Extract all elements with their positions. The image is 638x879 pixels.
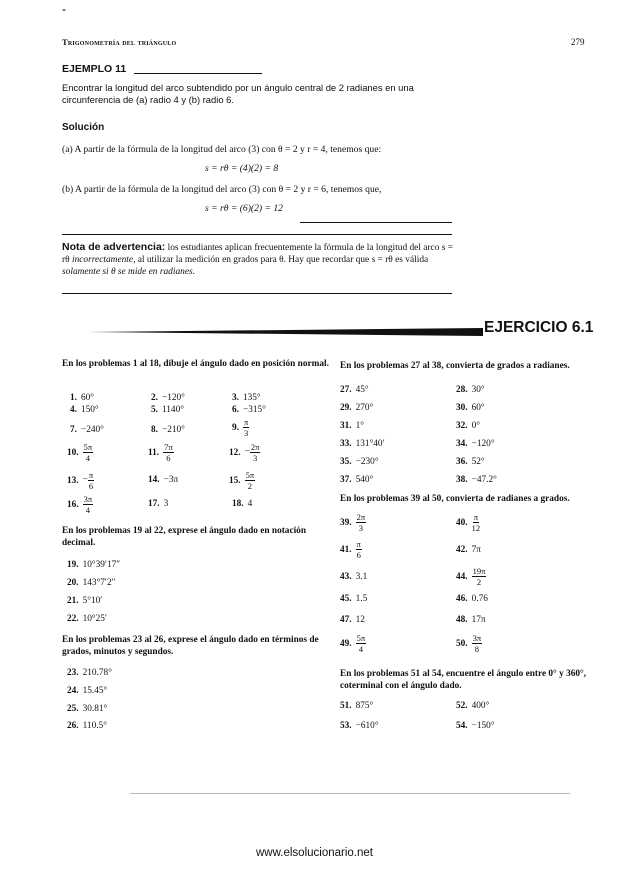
example-end-rule [300, 222, 452, 223]
page-number: 279 [571, 37, 585, 47]
problem-31: 31. 1° [340, 421, 364, 431]
problem-19: 19. 10°39′17″ [67, 560, 121, 570]
problem-13: 13. − $\frac{\pi}{6}$ [67, 470, 94, 491]
part-a-text: (a) A partir de la fórmula de la longitud del arco (3) con θ = 2 y r = 4, tenemos que: [62, 144, 382, 155]
note-text-1-italic: incorrectamente [71, 255, 134, 265]
problem-46: 46. 0.76 [456, 594, 488, 604]
note-text-2: , al utilizar la medición en grados para θ. Hay que recordar que s = rθ es válida [133, 255, 429, 265]
problem-7: 7. −240° [70, 425, 104, 435]
problem-10: 10. $\frac{5\pi}{4}$ [67, 442, 93, 463]
problem-4: 4. 150° [70, 405, 99, 415]
footer-url: www.elsolucionario.net [256, 847, 373, 859]
example-label: EJEMPLO 11 [62, 63, 127, 75]
problem-22: 22. 10°25′ [67, 614, 107, 624]
problem-9: 9. $\frac{\pi}{3}$ [232, 417, 249, 438]
left-heading-1: En los problemas 1 al 18, dibuje el ángulo dado en posición normal. [62, 359, 329, 369]
problem-42: 42. 7π [456, 545, 481, 555]
scan-artifact-line [130, 793, 570, 794]
solution-title: Solución [62, 122, 105, 133]
example-statement: Encontrar la longitud del arco subtendido por un ángulo central de 2 radianes en una circunferencia de (a) radio 4 y (b) radio 6. [62, 82, 414, 105]
problem-38: 38. −47.2° [456, 475, 497, 485]
problem-41: 41. $\frac{\pi}{6}$ [340, 539, 361, 560]
problem-2: 2. −120° [151, 393, 185, 403]
problem-17: 17. 3 [148, 499, 169, 509]
problem-37: 37. 540° [340, 475, 374, 485]
problem-18: 18. 4 [232, 499, 253, 509]
problem-16: 16. $\frac{3\pi}{4}$ [67, 494, 93, 515]
problem-54: 54. −150° [456, 721, 495, 731]
problem-28: 28. 30° [456, 385, 485, 395]
problem-27: 27. 45° [340, 385, 369, 395]
part-b-equation: s = rθ = (6)(2) = 12 [205, 203, 283, 214]
problem-33: 33. 131°40′ [340, 439, 385, 449]
problem-26: 26. 110.5° [67, 721, 107, 731]
problem-29: 29. 270° [340, 403, 374, 413]
note-text-1: los estudiantes aplican frecuentemente la fórmula de la longitud del arco s = rθ [62, 243, 454, 265]
problem-35: 35. −230° [340, 457, 379, 467]
problem-5: 5. 1140° [151, 405, 184, 415]
problem-40: 40. $\frac{\pi}{12}$ [456, 512, 481, 533]
note-bottom-rule [62, 293, 452, 294]
problem-21: 21. 5°10′ [67, 596, 103, 606]
problem-1: 1. 60° [70, 393, 94, 403]
problem-24: 24. 15.45° [67, 686, 108, 696]
problem-32: 32. 0° [456, 421, 480, 431]
right-heading-3: En los problemas 51 al 54, encuentre el ángulo entre 0° y 360°, coterminal con el ángulo dado. [340, 669, 587, 691]
problem-11: 11. $\frac{7\pi}{6}$ [148, 442, 173, 463]
problem-43: 43. 3.1 [340, 572, 368, 582]
problem-39: 39. $\frac{2\pi}{3}$ [340, 512, 366, 533]
corner-mark: - [62, 2, 66, 16]
problem-25: 25. 30.81° [67, 704, 108, 714]
problem-45: 45. 1.5 [340, 594, 368, 604]
warning-note [62, 241, 454, 278]
example-underline [134, 73, 262, 74]
part-b-text: (b) A partir de la fórmula de la longitud del arco (3) con θ = 2 y r = 6, tenemos que, [62, 184, 382, 195]
problem-3: 3. 135° [232, 393, 261, 403]
problem-49: 49. $\frac{5\pi}{4}$ [340, 633, 366, 654]
note-text-3: . [192, 267, 195, 277]
exercise-title: EJERCICIO 6.1 [484, 319, 594, 336]
problem-6: 6. −315° [232, 405, 266, 415]
note-title: Nota de advertencia: [62, 241, 166, 253]
left-heading-2: En los problemas 19 al 22, exprese el ángulo dado en notación decimal. [62, 526, 306, 548]
problem-34: 34. −120° [456, 439, 495, 449]
problem-8: 8. −210° [151, 425, 185, 435]
problem-15: 15. $\frac{5\pi}{2}$ [229, 470, 255, 491]
right-heading-2: En los problemas 39 al 50, convierta de radianes a grados. [340, 494, 570, 504]
problem-36: 36. 52° [456, 457, 485, 467]
problem-52: 52. 400° [456, 701, 490, 711]
part-a-equation: s = rθ = (4)(2) = 8 [205, 163, 279, 174]
note-text-2-italic: solamente si θ se mide en radianes [62, 267, 193, 277]
problem-51: 51. 875° [340, 701, 374, 711]
problem-47: 47. 12 [340, 615, 365, 625]
problem-30: 30. 60° [456, 403, 485, 413]
left-heading-3: En los problemas 23 al 26, exprese el ángulo dado en términos de grados, minutos y segundos. [62, 635, 319, 657]
right-heading-1: En los problemas 27 al 38, convierta de grados a radianes. [340, 361, 570, 371]
note-top-rule [62, 234, 452, 235]
problem-20: 20. 143°7′2″ [67, 578, 116, 588]
exercise-banner-bar [88, 328, 483, 336]
problem-14: 14. −3π [148, 475, 179, 485]
problem-48: 48. 17π [456, 615, 486, 625]
problem-23: 23. 210.78° [67, 668, 112, 678]
problem-12: 12. − $\frac{2\pi}{3}$ [229, 442, 260, 463]
problem-50: 50. $\frac{3\pi}{8}$ [456, 633, 482, 654]
problem-53: 53. −610° [340, 721, 379, 731]
running-header: Trigonometría del triángulo [62, 37, 177, 47]
problem-44: 44. $\frac{19\pi}{2}$ [456, 566, 486, 587]
